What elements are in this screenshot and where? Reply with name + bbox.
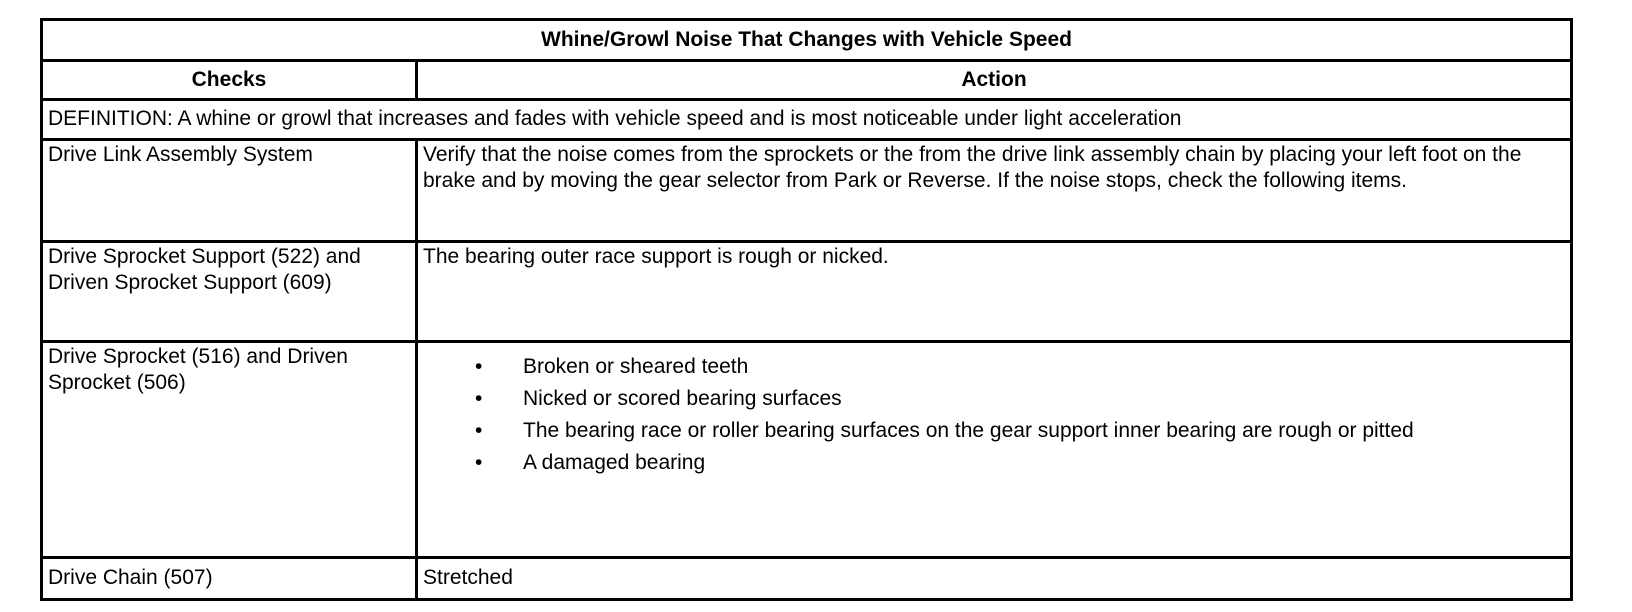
check-cell: Drive Sprocket (516) and Driven Sprocket (506) <box>42 342 417 558</box>
bullet-icon: • <box>475 419 483 442</box>
definition-row <box>42 100 1572 140</box>
list-item <box>423 386 1565 412</box>
bullet-icon: • <box>475 387 483 410</box>
bullet-text: Broken or sheared teeth <box>523 355 749 378</box>
check-cell: Drive Link Assembly System <box>42 140 417 242</box>
list-item <box>423 450 1565 476</box>
list-item <box>423 418 1565 444</box>
table-row <box>42 242 1572 342</box>
definition-text: DEFINITION: A whine or growl that increases and fades with vehicle speed and is most noticeable under light acceleration <box>42 100 1572 140</box>
table-row <box>42 558 1572 600</box>
table-title: Whine/Growl Noise That Changes with Vehicle Speed <box>42 20 1572 61</box>
bullet-text: A damaged bearing <box>523 451 706 474</box>
action-cell <box>417 342 1572 558</box>
action-header: Action <box>417 61 1572 100</box>
bullet-icon: • <box>475 355 483 378</box>
check-cell: Drive Chain (507) <box>42 558 417 600</box>
list-item <box>423 354 1565 380</box>
bullet-text: The bearing race or roller bearing surfaces on the gear support inner bearing are rough or pitted <box>523 419 1414 442</box>
diagnostic-table <box>40 18 1573 601</box>
action-bullet-list <box>423 354 1565 476</box>
checks-header: Checks <box>42 61 417 100</box>
bullet-text: Nicked or scored bearing surfaces <box>523 387 842 410</box>
table-header-row <box>42 61 1572 100</box>
action-cell: Stretched <box>417 558 1572 600</box>
table-row <box>42 140 1572 242</box>
table-row <box>42 342 1572 558</box>
action-cell: Verify that the noise comes from the sprockets or the from the drive link assembly chain by placing your left foot on the brake and by moving the gear selector from Park or Reverse. If the noise stops, check the following items. <box>417 140 1572 242</box>
action-cell: The bearing outer race support is rough or nicked. <box>417 242 1572 342</box>
check-cell: Drive Sprocket Support (522) and Driven Sprocket Support (609) <box>42 242 417 342</box>
bullet-icon: • <box>475 451 483 474</box>
table-title-row <box>42 20 1572 61</box>
